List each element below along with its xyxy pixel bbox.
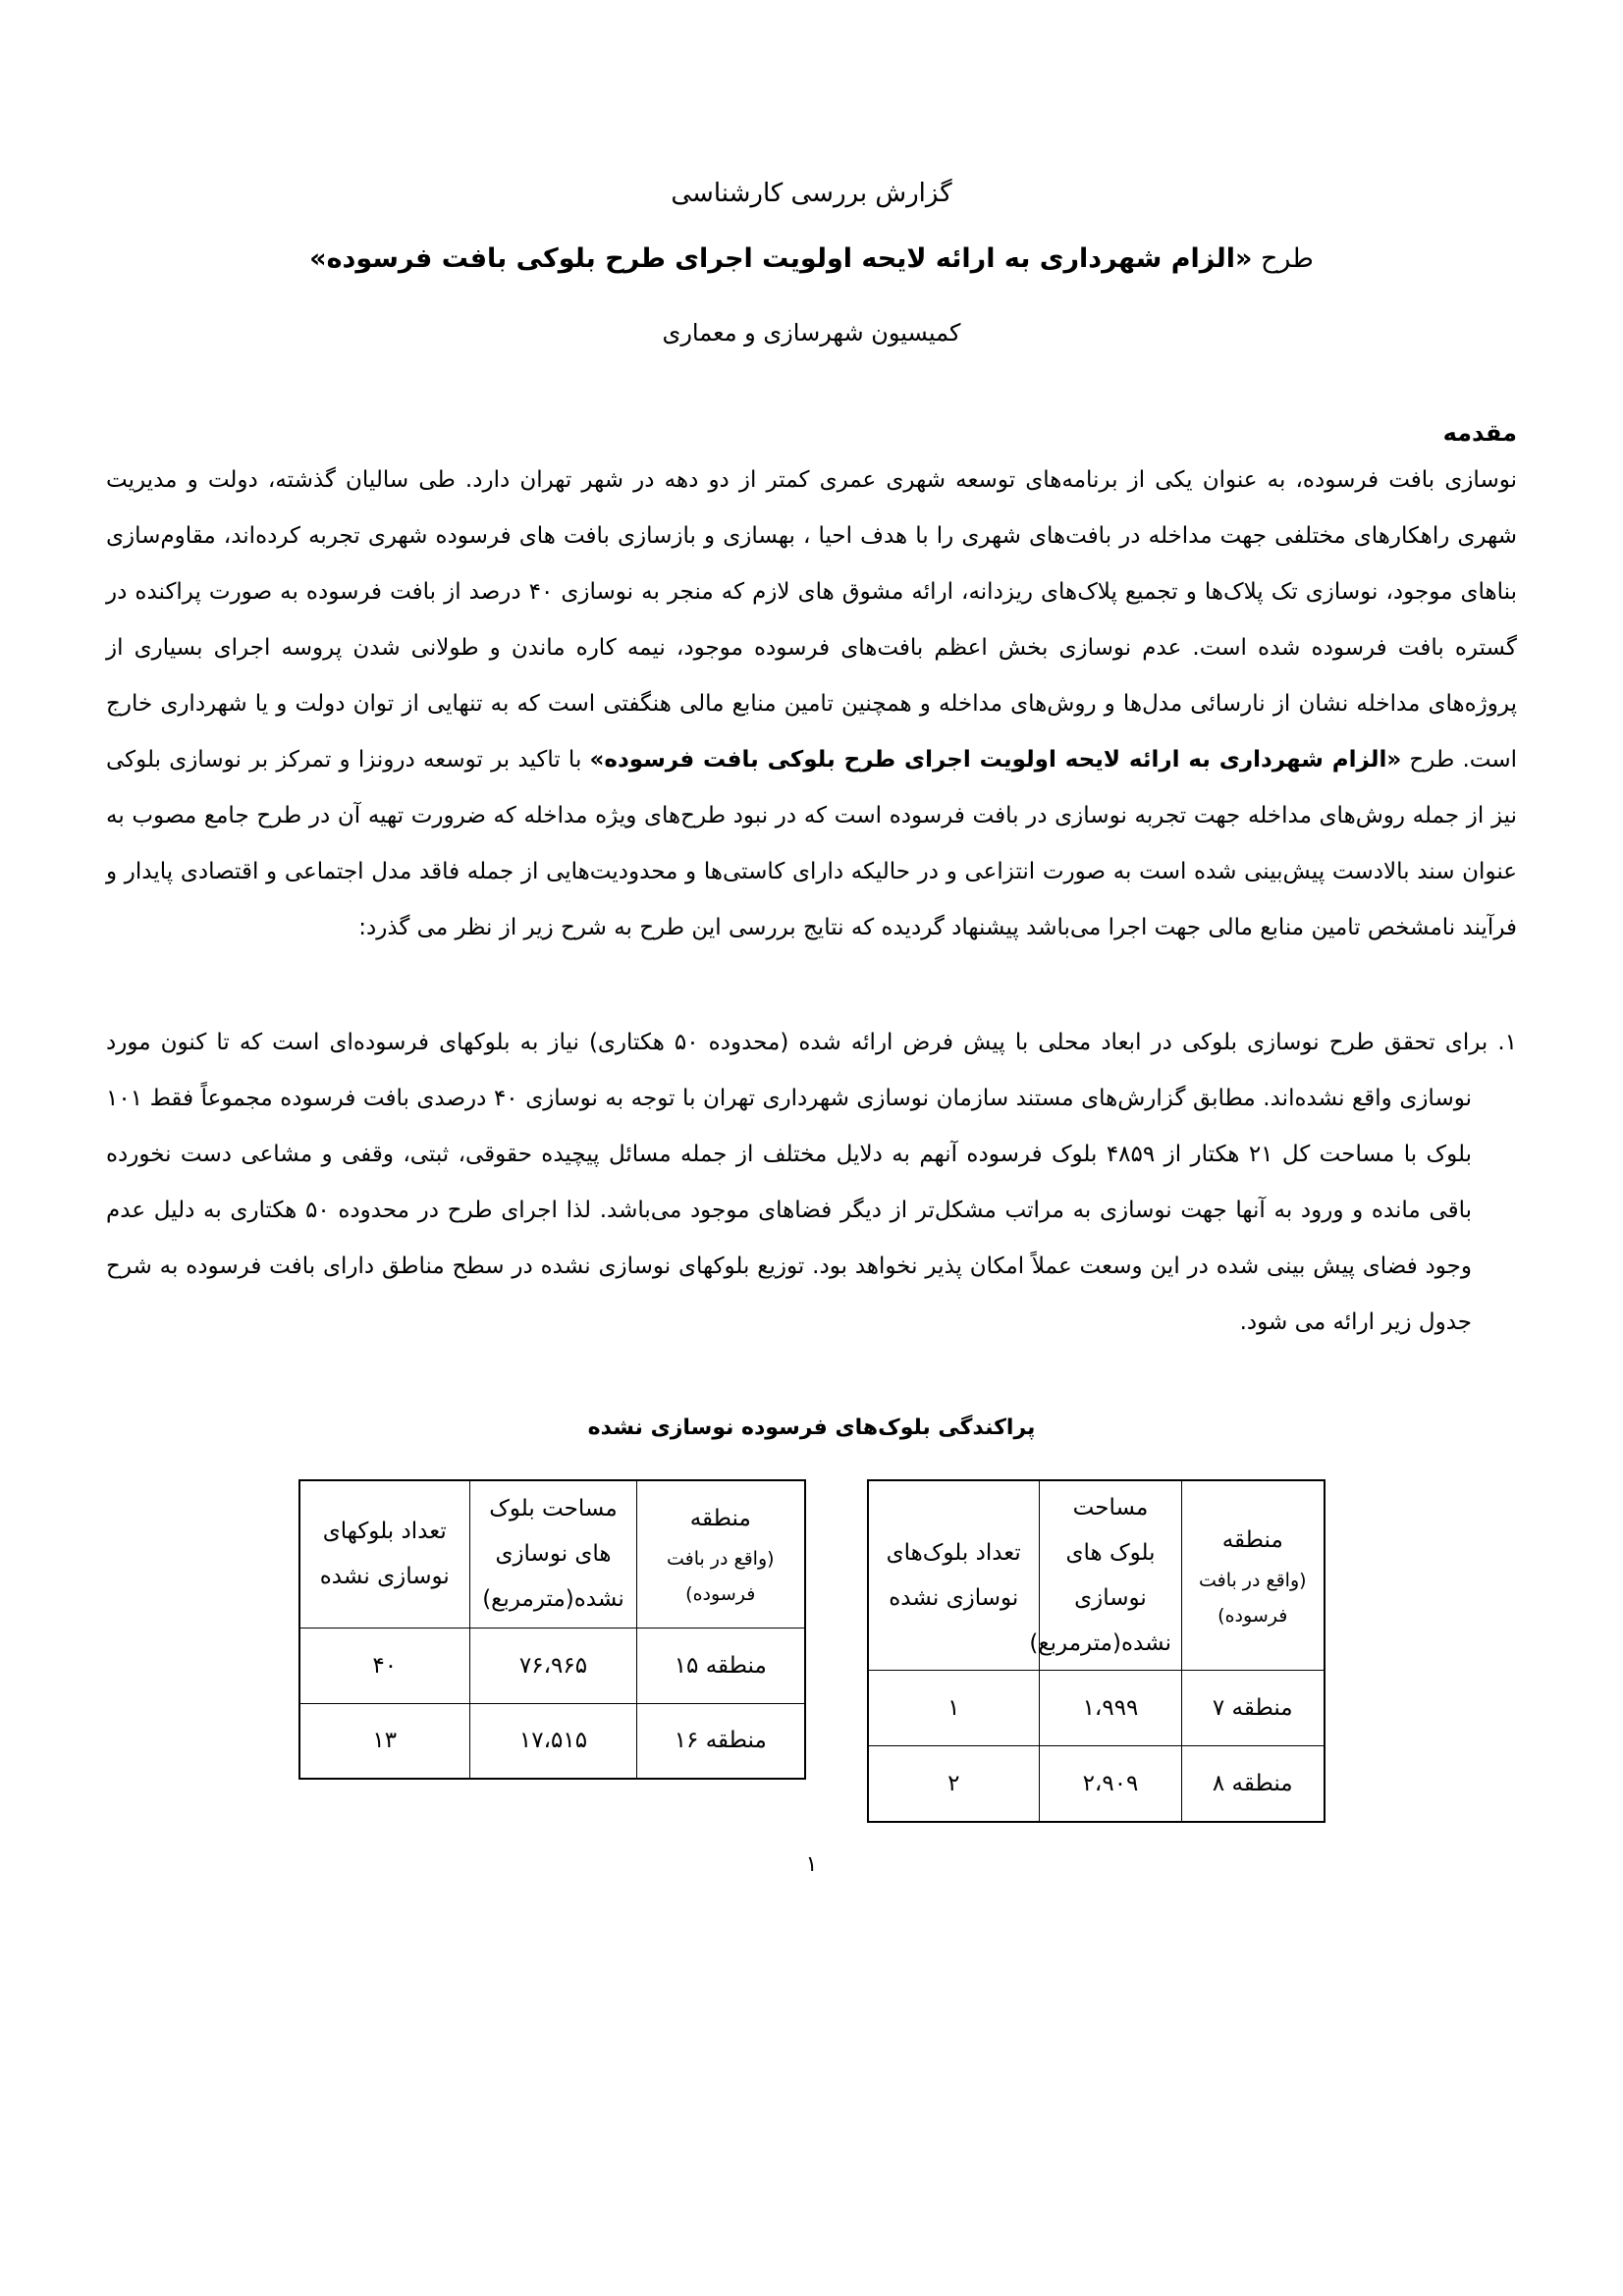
cell-count: ۱۳	[299, 1703, 470, 1779]
tables-caption: پراکندگی بلوک‌های فرسوده نوسازی نشده	[587, 1415, 1036, 1440]
intro-heading: مقدمه	[1442, 419, 1517, 447]
column-header-region-title: منطقه	[689, 1506, 751, 1532]
intro-paragraph	[106, 453, 1517, 956]
column-header-region-title: منطقه	[1221, 1527, 1283, 1553]
cell-count: ۲	[868, 1746, 1040, 1822]
cell-area: ۷۶،۹۶۵	[470, 1628, 637, 1703]
tables-row	[106, 1479, 1517, 1823]
cell-area: ۱۷،۵۱۵	[470, 1703, 637, 1779]
table-header-row	[299, 1480, 805, 1628]
cell-region: منطقه ۷	[1182, 1671, 1325, 1746]
cell-count: ۴۰	[299, 1628, 470, 1703]
table-header-row	[868, 1480, 1325, 1671]
cell-region: منطقه ۱۵	[637, 1628, 805, 1703]
table-row	[868, 1671, 1325, 1746]
column-header-area: مساحت بلوک های نوسازی نشده(مترمربع)	[1040, 1480, 1182, 1671]
table-row	[868, 1746, 1325, 1822]
item-text: برای تحقق طرح نوسازی بلوکی در ابعاد محلی با پیش فرض ارائه شده (محدوده ۵۰ هکتاری) نیاز به بلوکهای فرسوده‌ای است که تا کنون مورد نوسازی واقع نشده‌اند. مطابق گزارش‌های مستند سازمان نوسازی شهرداری تهران با توجه به نوسازی ۴۰ درصدی بافت فرسوده مجموعاً فقط ۱۰۱ بلوک با مساحت کل ۲۱ هکتار از ۴۸۵۹ بلوک فرسوده آنهم به دلایل مختلف از جمله مسائل پیچیده حقوقی، ثبتی، وقفی و مشاعی دست نخورده باقی مانده و ورود به آنها جهت نوسازی به مراتب مشکل‌تر از دیگر فضاهای موجود می‌باشد. لذا اجرای طرح در محدوده ۵۰ هکتاری به دلیل عدم وجود فضای پیش بینی شده در این وسعت عملاً امکان پذیر نخواهد بود. توزیع بلوکهای نوسازی نشده در سطح مناطق دارای بافت فرسوده به شرح جدول زیر ارائه می شود.	[106, 1030, 1488, 1335]
table-regions-15-16	[298, 1479, 806, 1780]
report-title: گزارش بررسی کارشناسی	[671, 179, 952, 208]
column-header-area: مساحت بلوک های نوسازی نشده(مترمربع)	[470, 1480, 637, 1628]
commission-name: کمیسیون شهرسازی و معماری	[662, 319, 961, 347]
cell-region: منطقه ۸	[1182, 1746, 1325, 1822]
plan-subtitle-emphasis: «الزام شهرداری به ارائه لایحه اولویت اجرای طرح بلوکی بافت فرسوده»	[309, 243, 1253, 274]
table-regions-7-8	[867, 1479, 1325, 1823]
column-header-region	[1182, 1480, 1325, 1671]
column-header-region	[637, 1480, 805, 1628]
intro-text-before: نوسازی بافت فرسوده، به عنوان یکی از برنامه‌های توسعه شهری عمری کمتر از دو دهه در شهر تهران دارد. طی سالیان گذشته، دولت و مدیریت شهری راهکارهای مختلفی جهت مداخله در بافت‌های شهری را با هدف احیا ، بهسازی و بازسازی بافت های فرسوده شهری تجربه کرده‌اند، مقاوم‌سازی بناهای موجود، نوسازی تک پلاک‌ها و تجمیع پلاک‌های ریزدانه، ارائه مشوق های لازم که منجر به نوسازی ۴۰ درصد از بافت فرسوده به صورت پراکنده در گستره بافت فرسوده شده است. عدم نوسازی بخش اعظم بافت‌های فرسوده موجود، نیمه کاره ماندن و طولانی شدن پروسه اجرای بسیاری از پروژه‌های مداخله نشان از نارسائی مدل‌ها و روش‌های مداخله و همچنین تامین منابع مالی هنگفتی است که به تنهایی از توان دولت و یا شهرداری خارج است. طرح	[106, 467, 1517, 773]
column-header-count: تعداد بلوک‌های نوسازی نشده	[868, 1480, 1040, 1671]
cell-area: ۲،۹۰۹	[1040, 1746, 1182, 1822]
column-header-count: تعداد بلوکهای نوسازی نشده	[299, 1480, 470, 1628]
column-header-region-sub: (واقع در بافت فرسوده)	[666, 1548, 775, 1606]
cell-count: ۱	[868, 1671, 1040, 1746]
intro-text-emphasis: «الزام شهرداری به ارائه لایحه اولویت اجرای طرح بلوکی بافت فرسوده»	[589, 747, 1402, 773]
item-number: ۱.	[1497, 1030, 1517, 1055]
plan-subtitle-prefix: طرح	[1252, 243, 1314, 274]
plan-subtitle	[106, 243, 1517, 274]
column-header-region-sub: (واقع در بافت فرسوده)	[1198, 1570, 1307, 1627]
cell-area: ۱،۹۹۹	[1040, 1671, 1182, 1746]
page-number: ۱	[805, 1851, 818, 1877]
cell-region: منطقه ۱۶	[637, 1703, 805, 1779]
finding-item-1	[106, 1015, 1517, 1351]
intro-text-after: با تاکید بر توسعه درونزا و تمرکز بر نوسازی بلوکی نیز از جمله روش‌های مداخله جهت تجربه نوسازی در بافت فرسوده است که در نبود طرح‌های ویژه مداخله که ضرورت تهیه آن در طرح جامع مصوب به عنوان سند بالادست پیش‌بینی شده است به صورت انتزاعی و در حالیکه دارای کاستی‌ها و محدودیت‌هایی از جمله فاقد مدل اجتماعی و اقتصادی پایدار و فرآیند نامشخص تامین منابع مالی جهت اجرا می‌باشد پیشنهاد گردیده که نتایج بررسی این طرح به شرح زیر از نظر می گذرد:	[106, 747, 1517, 940]
table-row	[299, 1628, 805, 1703]
table-row	[299, 1703, 805, 1779]
